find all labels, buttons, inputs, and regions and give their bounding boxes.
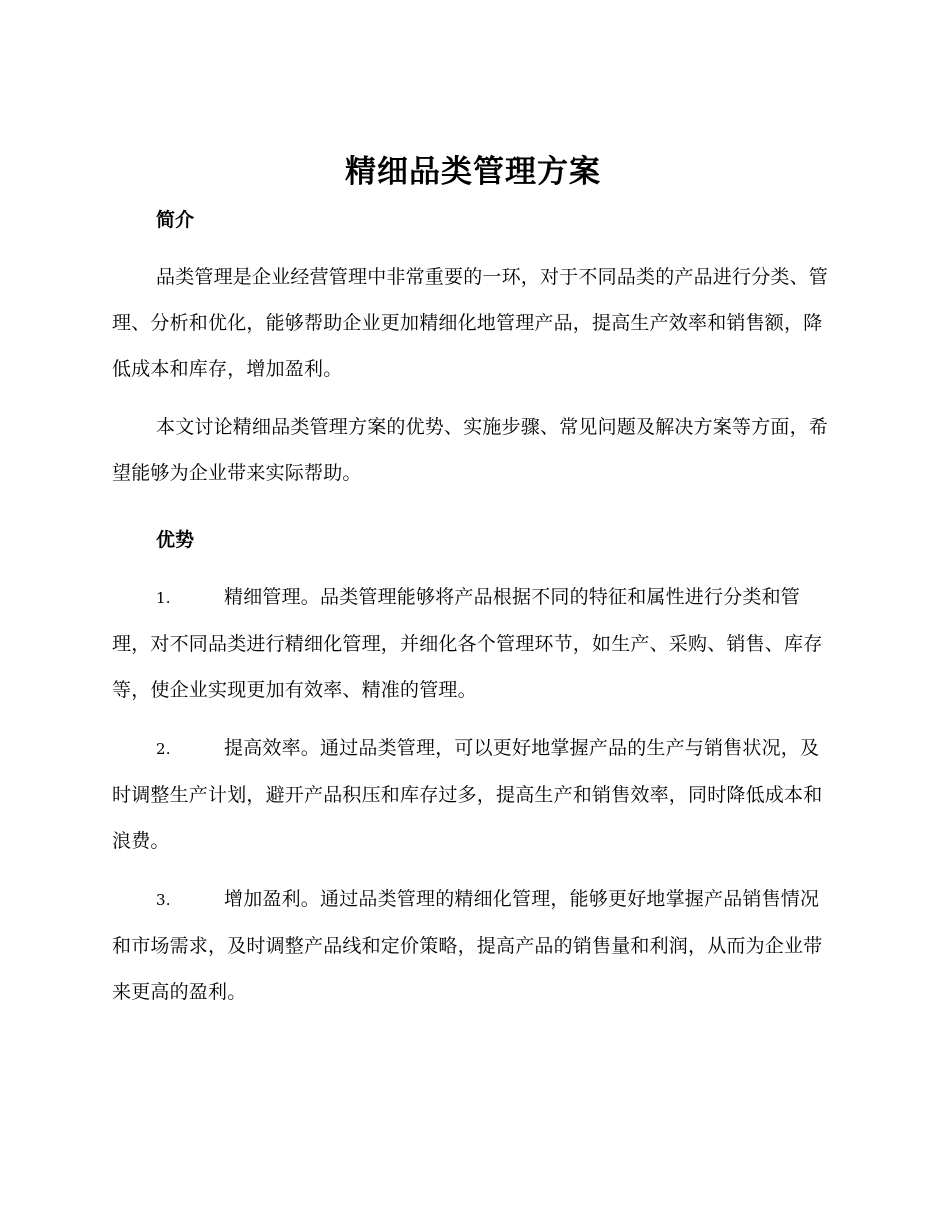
list-item-text: 增加盈利。通过品类管理的精细化管理，能够更好地掌握产品销售情况和市场需求，及时调整产品线和定价策略，提高产品的销售量和利润，从而为企业带来更高的盈利。 [112, 888, 823, 1003]
intro-paragraph-2: 本文讨论精细品类管理方案的优势、实施步骤、常见问题及解决方案等方面，希望能够为企业带来实际帮助。 [112, 416, 829, 484]
document-content [112, 150, 834, 1015]
section-heading-intro: 简介 [156, 209, 195, 231]
document-title: 精细品类管理方案 [345, 154, 601, 190]
advantage-item-3 [112, 876, 834, 1015]
advantage-item-1 [112, 574, 834, 713]
list-number: 1. [156, 589, 171, 607]
list-number: 3. [156, 891, 171, 909]
section-heading-advantages: 优势 [156, 529, 195, 551]
list-item-text: 精细管理。品类管理能够将产品根据不同的特征和属性进行分类和管理，对不同品类进行精细化管理，并细化各个管理环节，如生产、采购、销售、库存等，使企业实现更加有效率、精准的管理。 [112, 586, 823, 701]
advantage-item-2 [112, 725, 834, 864]
list-item-text: 提高效率。通过品类管理，可以更好地掌握产品的生产与销售状况，及时调整生产计划，避开产品积压和库存过多，提高生产和销售效率，同时降低成本和浪费。 [112, 737, 823, 852]
intro-paragraph-1: 品类管理是企业经营管理中非常重要的一环，对于不同品类的产品进行分类、管理、分析和优化，能够帮助企业更加精细化地管理产品，提高生产效率和销售额，降低成本和库存，增加盈利。 [112, 266, 829, 380]
list-number: 2. [156, 740, 171, 758]
